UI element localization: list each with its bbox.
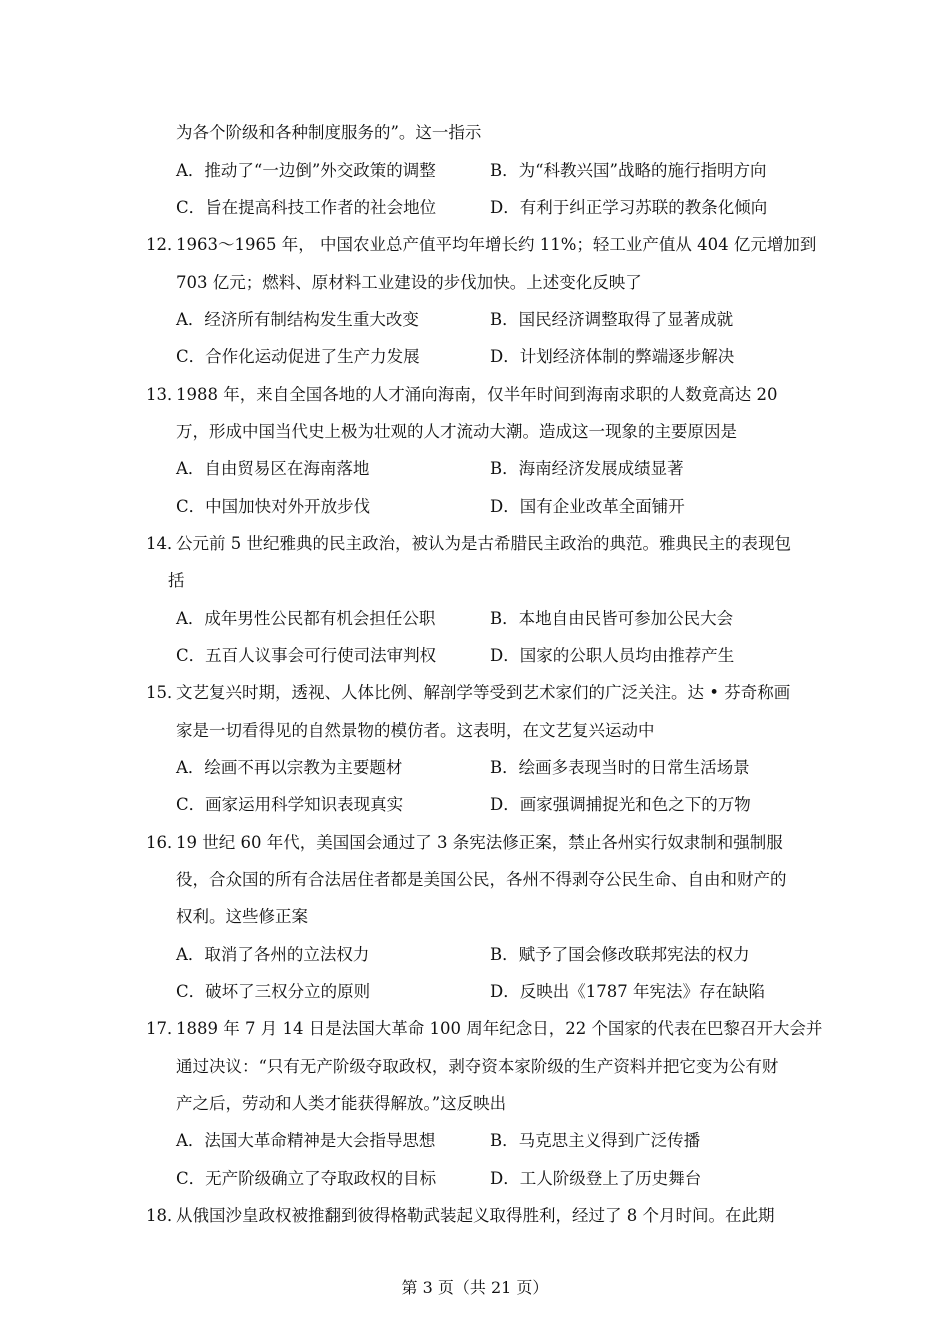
- question-stem-line: 权利。这些修正案: [176, 907, 308, 926]
- question-stem-line: 役，合众国的所有合法居住者都是美国公民，各州不得剥夺公民生命、自由和财产的: [176, 870, 787, 889]
- question-stem-line: 1889 年 7 月 14 日是法国大革命 100 周年纪念日，22 个国家的代表在巴黎召开大会并: [176, 1019, 823, 1038]
- question-stem-line: 19 世纪 60 年代，美国国会通过了 3 条宪法修正案，禁止各州实行奴隶制和强制服: [176, 833, 783, 852]
- option-c: C．中国加快对外开放步伐: [176, 497, 371, 516]
- question-number: 15．: [146, 683, 184, 702]
- option-c: C．无产阶级确立了夺取政权的目标: [176, 1169, 437, 1188]
- option-b: B．海南经济发展成绩显著: [490, 459, 684, 478]
- question-stem-line: 1988 年，来自全国各地的人才涌向海南，仅半年时间到海南求职的人数竟高达 20: [176, 385, 778, 404]
- option-c: C．旨在提高科技工作者的社会地位: [176, 198, 437, 217]
- option-a: A．经济所有制结构发生重大改变: [176, 310, 419, 329]
- question-stem-line: 1963～1965 年， 中国农业总产值平均年增长约 11%；轻工业产值从 404 亿元增加到: [176, 235, 817, 254]
- question-number: 18．: [146, 1206, 184, 1225]
- option-d: D．国有企业改革全面铺开: [490, 497, 685, 516]
- question-stem-line: 家是一切看得见的自然景物的模仿者。这表明，在文艺复兴运动中: [176, 721, 655, 740]
- question-stem-line: 文艺复兴时期，透视、人体比例、解剖学等受到艺术家们的广泛关注。达 • 芬奇称画: [176, 683, 791, 702]
- option-a: A．法国大革命精神是大会指导思想: [176, 1131, 436, 1150]
- question-stem-line: 通过决议：“只有无产阶级夺取政权，剥夺资本家阶级的生产资料并把它变为公有财: [176, 1057, 779, 1076]
- option-c: C．合作化运动促进了生产力发展: [176, 347, 420, 366]
- option-d: D．画家强调捕捉光和色之下的万物: [490, 795, 751, 814]
- option-c: C．破坏了三权分立的原则: [176, 982, 371, 1001]
- option-d: D．工人阶级登上了历史舞台: [490, 1169, 702, 1188]
- question-number: 16．: [146, 833, 184, 852]
- option-b: B．赋予了国会修改联邦宪法的权力: [490, 945, 750, 964]
- option-b: B．为“科教兴国”战略的施行指明方向: [490, 161, 767, 180]
- option-c: C．五百人议事会可行使司法审判权: [176, 646, 437, 665]
- page-footer: 第 3 页（共 21 页）: [401, 1278, 549, 1297]
- question-number: 13．: [146, 385, 184, 404]
- option-a: A．成年男性公民都有机会担任公职: [176, 609, 436, 628]
- option-d: D．计划经济体制的弊端逐步解决: [490, 347, 735, 366]
- option-b: B．绘画多表现当时的日常生活场景: [490, 758, 750, 777]
- option-a: A．推动了“一边倒”外交政策的调整: [176, 161, 436, 180]
- option-b: B．国民经济调整取得了显著成就: [490, 310, 734, 329]
- option-d: D．有利于纠正学习苏联的教条化倾向: [490, 198, 768, 217]
- option-b: B．马克思主义得到广泛传播: [490, 1131, 701, 1150]
- option-a: A．绘画不再以宗教为主要题材: [176, 758, 403, 777]
- question-stem-line: 产之后，劳动和人类才能获得解放。”这反映出: [176, 1094, 507, 1113]
- question-number: 14．: [146, 534, 184, 553]
- option-c: C．画家运用科学知识表现真实: [176, 795, 404, 814]
- question-number: 12．: [146, 235, 184, 254]
- option-a: A．取消了各州的立法权力: [176, 945, 370, 964]
- option-d: D．反映出《1787 年宪法》存在缺陷: [490, 982, 765, 1001]
- question-stem-line: 公元前 5 世纪雅典的民主政治，被认为是古希腊民主政治的典范。雅典民主的表现包: [176, 534, 791, 553]
- option-a: A．自由贸易区在海南落地: [176, 459, 370, 478]
- question-stem-line: 从俄国沙皇政权被推翻到彼得格勒武装起义取得胜利，经过了 8 个月时间。在此期: [176, 1206, 775, 1225]
- question-stem-line: 703 亿元；燃料、原材料工业建设的步伐加快。上述变化反映了: [176, 273, 642, 292]
- question-stem-line: 万，形成中国当代史上极为壮观的人才流动大潮。造成这一现象的主要原因是: [176, 422, 737, 441]
- question-stem-line: 为各个阶级和各种制度服务的”。这一指示: [176, 123, 482, 142]
- option-d: D．国家的公职人员均由推荐产生: [490, 646, 735, 665]
- option-b: B．本地自由民皆可参加公民大会: [490, 609, 734, 628]
- question-number: 17．: [146, 1019, 184, 1038]
- question-stem-line: 括: [168, 571, 185, 590]
